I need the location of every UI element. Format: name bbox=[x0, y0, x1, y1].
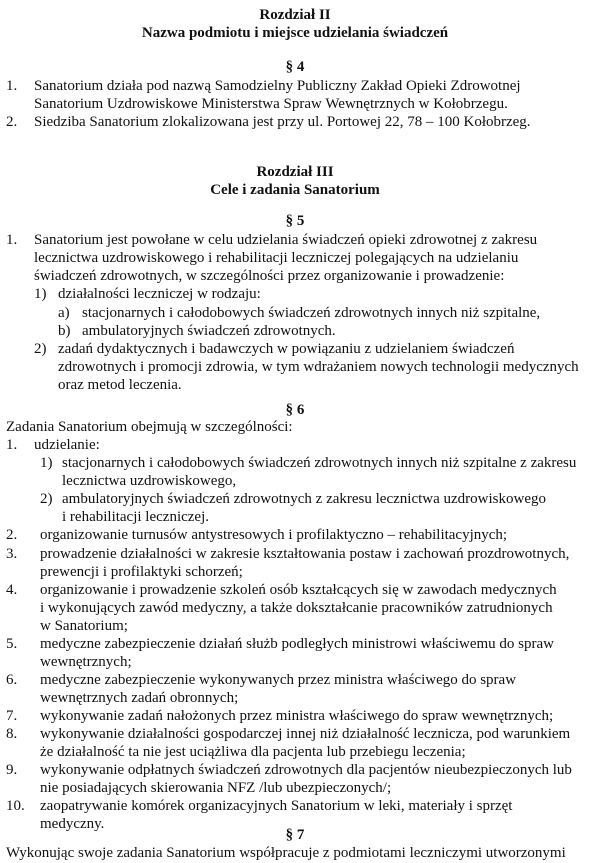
s6-item-8-line-1: wykonywanie działalności gospodarczej innej niż działalność lecznicza, pod warunkiem bbox=[40, 726, 571, 742]
s4-item-2-number: 2. bbox=[6, 114, 18, 130]
s4-item-2-line-1: Siedziba Sanatorium zlokalizowana jest przy ul. Portowej 22, 78 – 100 Kołobrzeg. bbox=[34, 114, 531, 130]
s5-sub-2-number: 2) bbox=[34, 341, 47, 357]
s6-item-2-number: 2. bbox=[6, 527, 18, 543]
s6-item-10-number: 10. bbox=[6, 798, 25, 814]
s6-item-8-line-2: że działalność ta nie jest uciążliwa dla pacjenta lub przebiegu leczenia; bbox=[40, 744, 466, 760]
s6-intro: Zadania Sanatorium obejmują w szczególności: bbox=[6, 419, 293, 435]
s6-item-5-number: 5. bbox=[6, 636, 18, 652]
s5-sub-2-line-1: zadań dydaktycznych i badawczych w powiązaniu z udzielaniem świadczeń bbox=[58, 341, 515, 357]
s6-item-4-line-1: organizowanie i prowadzenie szkoleń osób kształcących się w zawodach medycznych bbox=[40, 582, 557, 598]
s6-item-8-number: 8. bbox=[6, 726, 18, 742]
s6-item-3-line-1: prowadzenie działalności w zakresie kształtowania postaw i zachowań prozdrowotnych, bbox=[40, 546, 570, 562]
s5-item-1-line-3: świadczeń zdrowotnych, w szczególności przez organizowanie i prowadzenie: bbox=[34, 268, 505, 284]
s6-item-7-line-1: wykonywanie zadań nałożonych przez ministra właściwego do spraw wewnętrznych; bbox=[40, 708, 554, 724]
s6-item-6-line-2: wewnętrznych zadań obronnych; bbox=[40, 690, 239, 706]
s4-item-1-line-2: Sanatorium Uzdrowiskowe Ministerstwa Spraw Wewnętrznych w Kołobrzegu. bbox=[34, 96, 508, 112]
s6-sub-1-line-2: lecznictwa uzdrowiskowego, bbox=[62, 473, 237, 489]
s6-sub-2-line-2: i rehabilitacji leczniczej. bbox=[62, 509, 209, 525]
s5-sub-a-line-1: stacjonarnych i całodobowych świadczeń zdrowotnych innych niż szpitalne, bbox=[82, 305, 541, 321]
s6-item-1-line-1: udzielanie: bbox=[34, 437, 100, 453]
chapter-2-title: Rozdział II bbox=[259, 7, 331, 23]
s6-item-3-number: 3. bbox=[6, 546, 18, 562]
s6-item-5-line-2: wewnętrznych; bbox=[40, 654, 132, 670]
s6-item-10-line-1: zaopatrywanie komórek organizacyjnych Sanatorium w leki, materiały i sprzęt bbox=[40, 798, 513, 814]
s6-sub-2-line-1: ambulatoryjnych świadczeń zdrowotnych z zakresu lecznictwa uzdrowiskowego bbox=[62, 491, 546, 507]
s6-item-10-line-2: medyczny. bbox=[40, 816, 105, 832]
s5-sub-b-line-1: ambulatoryjnych świadczeń zdrowotnych. bbox=[82, 323, 336, 339]
s6-item-2-line-1: organizowanie turnusów antystresowych i profilaktyczno – rehabilitacyjnych; bbox=[40, 527, 508, 543]
chapter-3-title: Rozdział III bbox=[256, 164, 334, 180]
s6-item-1-number: 1. bbox=[6, 437, 18, 453]
s6-sub-1-line-1: stacjonarnych i całodobowych świadczeń zdrowotnych innych niż szpitalne z zakresu bbox=[62, 455, 577, 471]
s5-sub-1-number: 1) bbox=[34, 286, 47, 302]
s6-item-6-number: 6. bbox=[6, 672, 18, 688]
s5-sub-a-number: a) bbox=[58, 305, 70, 321]
s6-item-6-line-1: medyczne zabezpieczenie wykonywanych przez ministra właściwego do spraw bbox=[40, 672, 517, 688]
s5-item-1-line-1: Sanatorium jest powołane w celu udzielania świadczeń opieki zdrowotnej z zakresu bbox=[34, 232, 538, 248]
s7-line-1: Wykonując swoje zadania Sanatorium współpracuje z podmiotami leczniczymi utworzonymi bbox=[6, 845, 566, 861]
s6-item-9-line-1: wykonywanie odpłatnych świadczeń zdrowotnych dla pacjentów nieubezpieczonych lub bbox=[40, 762, 572, 778]
s5-item-1-number: 1. bbox=[6, 232, 18, 248]
section-4-heading: § 4 bbox=[285, 59, 305, 75]
s6-item-9-line-2: nie posiadających skierowania NFZ /lub ubezpieczonych/; bbox=[40, 780, 392, 796]
s6-item-9-number: 9. bbox=[6, 762, 18, 778]
s5-sub-2-line-2: zdrowotnych i promocji zdrowia, w tym wdrażaniem nowych technologii medycznych bbox=[58, 359, 579, 375]
chapter-3-subtitle: Cele i zadania Sanatorium bbox=[210, 182, 380, 198]
s5-item-1-line-2: lecznictwa uzdrowiskowego i rehabilitacji leczniczej polegających na udzielaniu bbox=[34, 250, 519, 266]
section-6-heading: § 6 bbox=[285, 402, 305, 418]
s5-sub-b-number: b) bbox=[58, 323, 71, 339]
chapter-2-subtitle: Nazwa podmiotu i miejsce udzielania świadczeń bbox=[141, 25, 449, 41]
s6-item-4-line-2: i wykonujących zawód medyczny, a także dokształcanie pracowników zatrudnionych bbox=[40, 600, 553, 616]
s5-sub-2-line-3: oraz metod leczenia. bbox=[58, 377, 182, 393]
s6-sub-1-number: 1) bbox=[40, 455, 53, 471]
s4-item-1-line-1: Sanatorium działa pod nazwą Samodzielny Publiczny Zakład Opieki Zdrowotnej bbox=[34, 78, 521, 94]
s6-item-5-line-1: medyczne zabezpieczenie działań służb podległych ministrowi właściwemu do spraw bbox=[40, 636, 554, 652]
s4-item-1-number: 1. bbox=[6, 78, 18, 94]
s6-sub-2-number: 2) bbox=[40, 491, 53, 507]
s5-sub-1-line-1: działalności leczniczej w rodzaju: bbox=[58, 286, 261, 302]
section-7-heading: § 7 bbox=[285, 827, 305, 843]
s6-item-3-line-2: prewencji i profilaktyki schorzeń; bbox=[40, 564, 243, 580]
section-5-heading: § 5 bbox=[285, 213, 305, 229]
s6-item-4-number: 4. bbox=[6, 582, 18, 598]
s6-item-4-line-3: w Sanatorium; bbox=[40, 618, 128, 634]
s6-item-7-number: 7. bbox=[6, 708, 18, 724]
